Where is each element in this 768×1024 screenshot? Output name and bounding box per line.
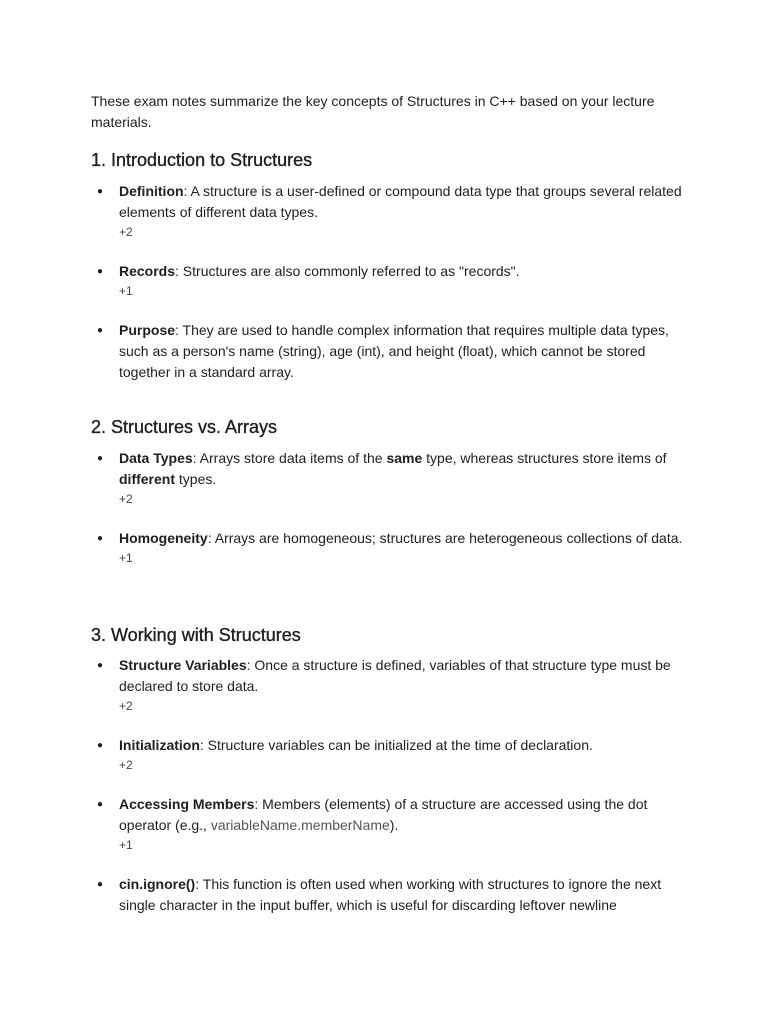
emphasis-same: same (386, 450, 423, 466)
bullet-icon: ● (97, 799, 104, 810)
item-text: : Members (elements) of a structure are accessed using the dot operator (e.g., (119, 796, 648, 833)
citation-count[interactable]: +2 (119, 758, 133, 772)
emphasis-different: different (119, 471, 175, 487)
citation-count[interactable]: +2 (119, 699, 133, 713)
bullet-icon: ● (97, 266, 104, 277)
section-list-working-with-structures (91, 655, 691, 916)
citation-count[interactable]: +1 (119, 838, 133, 852)
item-term: Initialization (119, 737, 200, 753)
list-item (91, 320, 691, 383)
item-term: Purpose (119, 322, 176, 338)
item-text: : They are used to handle complex information that requires multiple data types, such as a person's name (string), age (int), and height (float), which cannot be stored together in a standard array. (119, 322, 669, 380)
section-heading-structures-vs-arrays: 2. Structures vs. Arrays (91, 417, 278, 437)
item-term: Definition (119, 183, 184, 199)
item-term: Homogeneity (119, 530, 208, 546)
item-text: types. (175, 471, 217, 487)
item-text: : Structures are also commonly referred to as "records". (175, 263, 520, 279)
bullet-icon: ● (97, 186, 104, 197)
citation-count[interactable]: +1 (119, 551, 133, 565)
list-item (91, 655, 691, 716)
bullet-icon: ● (97, 660, 104, 671)
item-text: : Once a structure is defined, variables of that structure type must be declared to store data. (119, 657, 671, 694)
bullet-icon: ● (97, 879, 104, 890)
bullet-icon: ● (97, 453, 104, 464)
list-item (91, 735, 691, 775)
item-text: : Arrays are homogeneous; structures are heterogeneous collections of data. (207, 530, 683, 546)
item-text: : This function is often used when working with structures to ignore the next single character in the input buffer, which is useful for discarding leftover newline (119, 876, 662, 913)
item-term: Structure Variables (119, 657, 247, 673)
item-term: Data Types (119, 450, 193, 466)
list-item (91, 261, 691, 301)
list-item (91, 874, 691, 916)
citation-count[interactable]: +2 (119, 225, 133, 239)
item-term: Accessing Members (119, 796, 255, 812)
bullet-icon: ● (97, 533, 104, 544)
section-heading-introduction: 1. Introduction to Structures (91, 150, 313, 170)
bullet-icon: ● (97, 740, 104, 751)
item-term: Records (119, 263, 176, 279)
item-text: type, whereas structures store items of (422, 450, 667, 466)
list-item (91, 528, 691, 568)
intro-paragraph: These exam notes summarize the key concepts of Structures in C++ based on your lecture materials. (91, 93, 655, 130)
section-list-introduction (91, 181, 691, 383)
section-heading-working-with-structures: 3. Working with Structures (91, 625, 301, 645)
section-list-structures-vs-arrays (91, 448, 691, 568)
citation-count[interactable]: +2 (119, 492, 133, 506)
item-term: cin.ignore() (119, 876, 196, 892)
bullet-icon: ● (97, 325, 104, 336)
citation-count[interactable]: +1 (119, 284, 133, 298)
item-text: : A structure is a user-defined or compound data type that groups several related elements of different data types. (119, 183, 682, 220)
list-item (91, 448, 691, 509)
list-item (91, 181, 691, 242)
item-text: : Structure variables can be initialized at the time of declaration. (199, 737, 593, 753)
list-item (91, 794, 691, 855)
item-text: ). (389, 817, 399, 833)
item-text: : Arrays store data items of the (192, 450, 387, 466)
code-snippet: variableName.memberName (210, 817, 390, 833)
